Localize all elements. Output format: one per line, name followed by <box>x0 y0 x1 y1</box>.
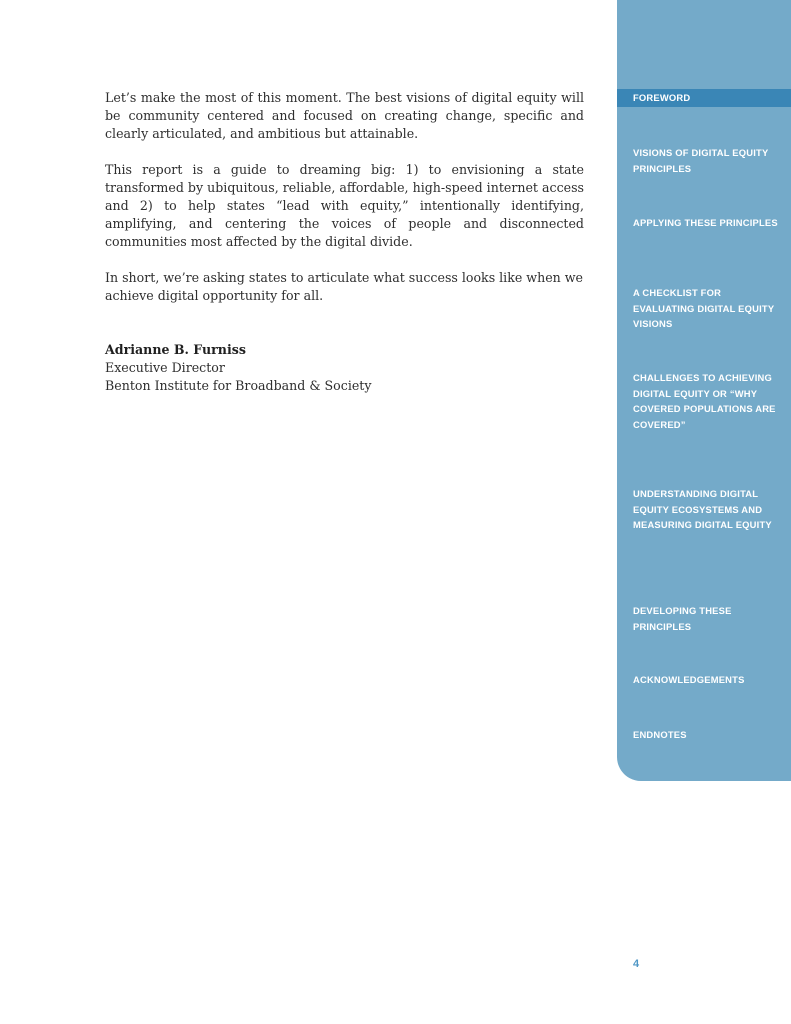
main-content <box>105 89 584 395</box>
sidebar-item-challenges[interactable]: CHALLENGES TO ACHIEVING DIGITAL EQUITY OR “WHY COVERED POPULATIONS ARE COVERED” <box>633 372 776 430</box>
sidebar-item-applying-principles[interactable]: APPLYING THESE PRINCIPLES <box>633 217 778 228</box>
sidebar-item-foreword[interactable]: FOREWORD <box>633 92 691 103</box>
page-number: 4 <box>633 958 640 970</box>
sidebar-item-developing-principles[interactable]: DEVELOPING THESE PRINCIPLES <box>633 605 732 632</box>
sidebar-item-endnotes[interactable]: ENDNOTES <box>633 729 687 740</box>
signature-block <box>105 341 584 395</box>
sidebar-item-checklist[interactable]: A CHECKLIST FOR EVALUATING DIGITAL EQUITY VISIONS <box>633 287 775 329</box>
signature-title: Executive Director <box>105 360 225 375</box>
signature-organization: Benton Institute for Broadband & Society <box>105 378 372 393</box>
sidebar-item-ecosystems[interactable]: UNDERSTANDING DIGITAL EQUITY ECOSYSTEMS AND MEASURING DIGITAL EQUITY <box>633 488 772 530</box>
sidebar-navigation <box>617 0 791 781</box>
paragraph-intro: Let’s make the most of this moment. The best visions of digital equity will be community centered and focused on creating change, specific and clearly articulated, and ambitious but attainable. <box>105 90 584 141</box>
paragraph-guide: This report is a guide to dreaming big: 1) to envisioning a state transformed by ubiquitous, reliable, affordable, high-speed internet access and 2) to help states “lead with equity,” intentionally identifying, amplifying, and centering the voices of people and disconnected communities most affected by the digital divide. <box>105 162 584 249</box>
paragraph-summary: In short, we’re asking states to articulate what success looks like when we achieve digital opportunity for all. <box>105 270 583 303</box>
sidebar-item-visions-principles[interactable]: VISIONS OF DIGITAL EQUITY PRINCIPLES <box>633 147 769 174</box>
signature-name: Adrianne B. Furniss <box>105 342 246 357</box>
sidebar-item-acknowledgements[interactable]: ACKNOWLEDGEMENTS <box>633 674 745 685</box>
